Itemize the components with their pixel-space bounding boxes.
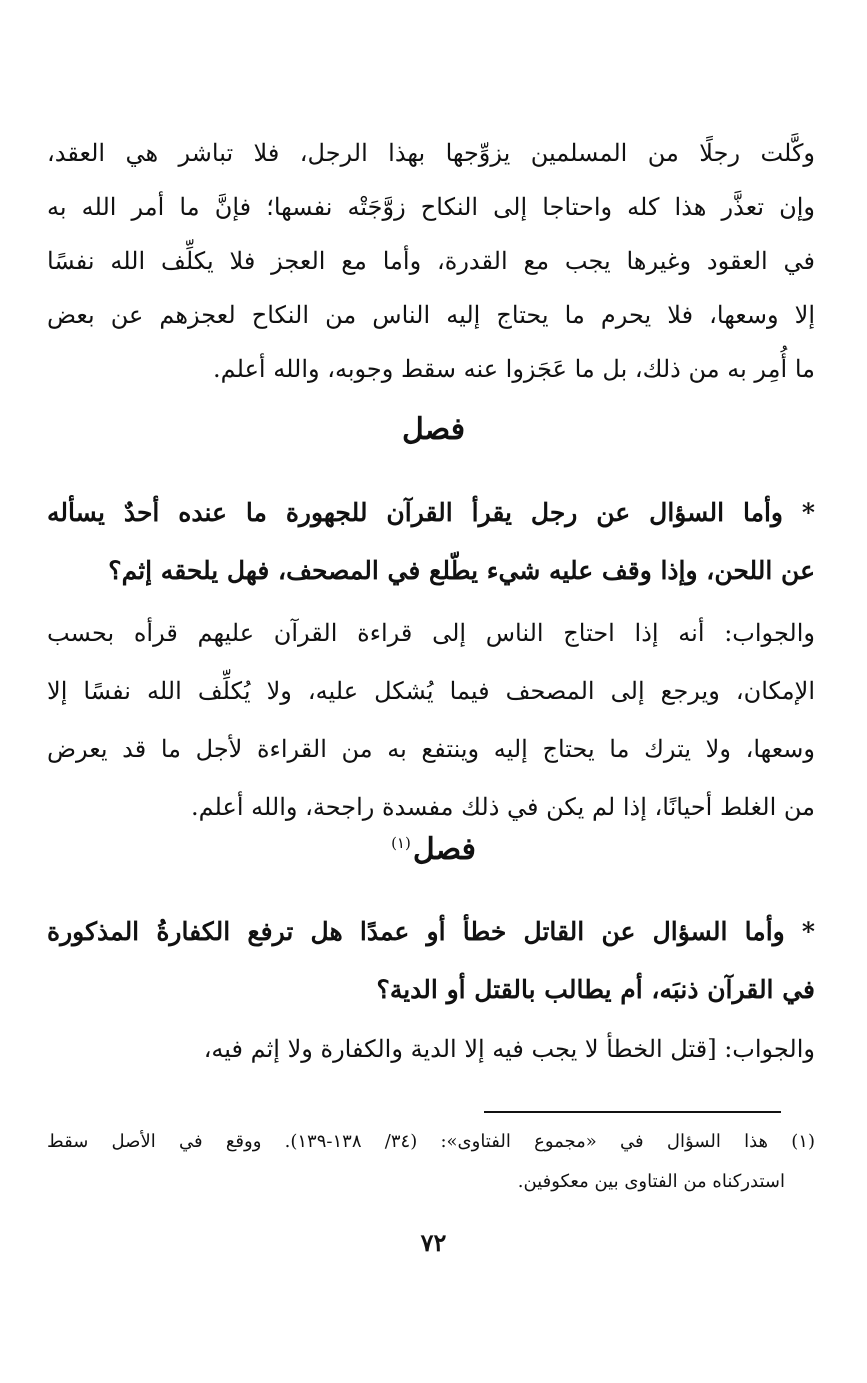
paragraph-marriage-ruling	[47, 126, 815, 396]
footnote-marker: (١)	[391, 834, 411, 852]
text-line: وسعها، ولا يترك ما يحتاج إليه وينتفع به من القراءة لأجل ما قد يعرض	[47, 735, 815, 763]
text-line: ما أُمِر به من ذلك، بل ما عَجَزوا عنه سقط وجوبه، والله أعلم.	[213, 355, 815, 383]
answer-quran-reading	[47, 604, 815, 836]
heading-text: فصل	[412, 832, 476, 867]
question-quran-reading	[47, 484, 815, 600]
footnote-line: (١) هذا السؤال في «مجموع الفتاوى»: (٣٤/ ١٣٨-١٣٩). ووقع في الأصل سقط	[47, 1131, 815, 1152]
text-line: * وأما السؤال عن رجل يقرأ القرآن للجهورة ما عنده أحدٌ يسأله	[47, 498, 815, 527]
text-line: وإن تعذَّر هذا كله واحتاجا إلى النكاح زوَّجَتْه نفسها؛ فإنَّ ما أمر الله به	[47, 193, 815, 221]
answer-killer-expiation	[47, 1020, 815, 1078]
text-line: إلا وسعها، فلا يحرم ما يحتاج إليه الناس من النكاح لعجزهم عن بعض	[47, 301, 815, 329]
text-line: وكَّلت رجلًا من المسلمين يزوِّجها بهذا الرجل، فلا تباشر هي العقد،	[47, 139, 815, 167]
section-heading: فصل	[401, 412, 466, 447]
page-number: ٧٢	[420, 1228, 447, 1257]
text-line: من الغلط أحيانًا، إذا لم يكن في ذلك مفسدة راجحة، والله أعلم.	[190, 793, 815, 821]
text-line: الإمكان، ويرجع إلى المصحف فيما يُشكل عليه، ولا يُكلِّف الله نفسًا إلا	[47, 677, 815, 705]
section-heading-with-footnote	[0, 832, 867, 867]
text-line: عن اللحن، وإذا وقف عليه شيء يطّلع في المصحف، فهل يلحقه إثم؟	[108, 556, 815, 585]
text-line: والجواب: [قتل الخطأ لا يجب فيه إلا الدية والكفارة ولا إثم فيه،	[203, 1035, 815, 1063]
text-line: * وأما السؤال عن القاتل خطأ أو عمدًا هل ترفع الكفارةُ المذكورة	[47, 917, 815, 946]
footnote-divider	[484, 1111, 781, 1113]
text-line: في القرآن ذنبَه، أم يطالب بالقتل أو الدية؟	[376, 975, 815, 1004]
text-line: في العقود وغيرها يجب مع القدرة، وأما مع العجز فلا يكلِّف الله نفسًا	[47, 247, 815, 275]
text-line: والجواب: أنه إذا احتاج الناس إلى قراءة القرآن عليهم قرأه بحسب	[47, 619, 816, 647]
question-killer-expiation	[47, 903, 815, 1019]
footnotes	[47, 1122, 815, 1202]
footnote-line: استدركناه من الفتاوى بين معكوفين.	[517, 1171, 785, 1192]
